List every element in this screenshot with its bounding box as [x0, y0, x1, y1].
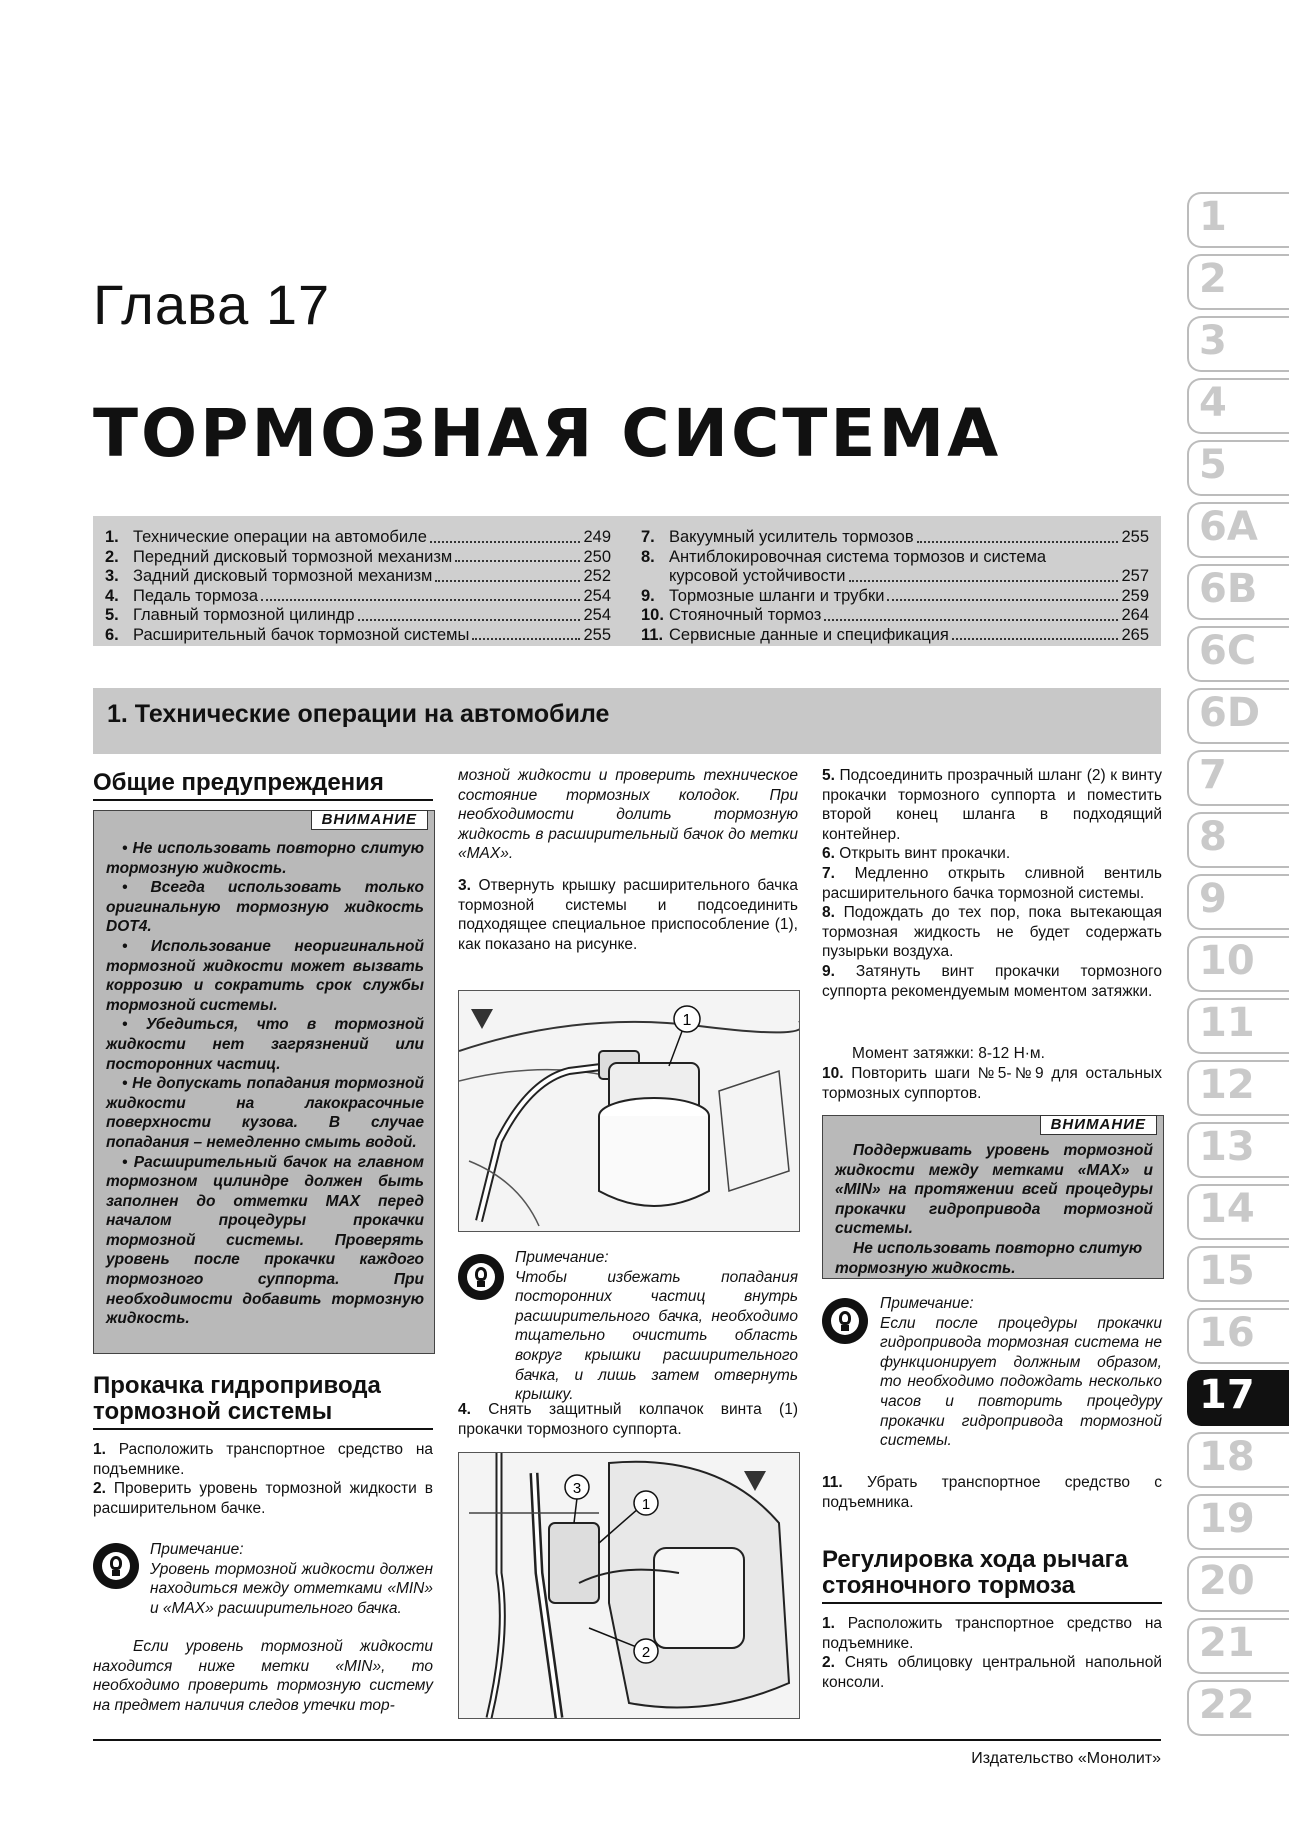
toc-entry-number: 7.	[641, 528, 655, 546]
toc-entry-number: 9.	[641, 586, 655, 605]
tab-label: 9	[1199, 876, 1227, 922]
tab-label: 7	[1199, 752, 1227, 798]
tab-label: 4	[1199, 380, 1227, 426]
step-number: 11.	[822, 1474, 843, 1491]
toc-entry-number: 4.	[105, 586, 119, 605]
toc-entry[interactable]	[105, 528, 611, 548]
step-text: Медленно открыть сливной вентиль расширительного бачка тормозной системы.	[822, 864, 1162, 902]
step-text: Снять защитный колпачок винта (1) прокачки тормозного суппорта.	[458, 1401, 798, 1438]
figure-callout-3: 3	[572, 1480, 582, 1497]
chapter-tab-6a[interactable]	[1187, 500, 1300, 556]
tab-label: 18	[1199, 1434, 1255, 1480]
toc-entry-title: Антиблокировочная система тормозов и система	[669, 547, 1047, 566]
toc-entry-page: 255	[1121, 528, 1149, 546]
toc-entry[interactable]	[105, 606, 611, 626]
toc-entry-number: 10.	[641, 606, 664, 624]
tab-label: 11	[1199, 1000, 1255, 1046]
chapter-tab-3[interactable]	[1187, 314, 1300, 370]
figure-callout-2: 2	[641, 1644, 651, 1661]
section-header	[93, 688, 1161, 754]
chapter-tab-6b[interactable]	[1187, 562, 1300, 618]
toc-entry[interactable]	[105, 587, 611, 607]
toc-leader	[261, 599, 580, 601]
column-3-steps	[822, 766, 1162, 1001]
torque-spec: Момент затяжки: 8-12 Н·м.	[852, 1045, 1045, 1062]
toc-entry-page: 249	[583, 528, 611, 546]
toc-entry[interactable]	[641, 606, 1149, 626]
note-text-continued: Если уровень тормозной жидкости находится ниже метки «MIN», то необходимо проверить тормозную систему на предмет наличия следов утечки тор-	[93, 1638, 433, 1714]
step-number: 7.	[822, 864, 835, 882]
step-text: Расположить транспортное средство на подъемнике.	[822, 1615, 1163, 1652]
toc-entry-number: 2.	[105, 547, 119, 566]
toc-entry-number: 8.	[641, 547, 655, 566]
reservoir-illustration	[459, 991, 799, 1231]
chapter-tab-21[interactable]	[1187, 1616, 1300, 1672]
step-number: 4.	[458, 1401, 471, 1418]
footer-divider	[93, 1739, 1161, 1741]
step-item	[93, 1479, 433, 1518]
chapter-tab-2[interactable]	[1187, 252, 1300, 308]
step-11	[822, 1473, 1162, 1512]
chapter-tab-11[interactable]	[1187, 996, 1300, 1052]
note-1	[150, 1540, 433, 1618]
toc-entry-number: 6.	[105, 625, 119, 644]
step-number: 2.	[93, 1480, 106, 1498]
step-item	[822, 766, 1162, 844]
toc-entry-title: Сервисные данные и спецификация	[669, 625, 949, 644]
toc-leader	[887, 599, 1118, 601]
toc-entry-page: 250	[583, 547, 611, 566]
toc-entry-title: Расширительный бачок тормозной системы	[133, 625, 470, 644]
chapter-tab-15[interactable]	[1187, 1244, 1300, 1300]
toc-entry-number: 3.	[105, 567, 119, 585]
step-number: 9.	[822, 962, 835, 980]
note-2	[515, 1248, 798, 1405]
toc-entry[interactable]	[105, 626, 611, 646]
chapter-tab-14[interactable]	[1187, 1182, 1300, 1238]
tab-label: 1	[1199, 194, 1227, 240]
tab-label: 10	[1199, 938, 1255, 984]
toc-entry-title: Передний дисковый тормозной механизм	[133, 547, 453, 566]
step-number: 6.	[822, 845, 835, 863]
chapter-label: Глава 17	[93, 273, 331, 336]
warning-item: • Расширительный бачок на главном тормозном цилиндре должен быть заполнен до отметки MAX перед началом процедуры прокачки тормозной системы. Проверять уровень после прокачки каждого тормозного суппорта. При необходимости добавить тормозную жидкость.	[106, 1153, 424, 1328]
toc-entry-title: курсовой устойчивости	[669, 567, 846, 585]
note-bulb-icon	[822, 1298, 868, 1344]
tab-label: 16	[1199, 1310, 1255, 1356]
tab-label: 22	[1199, 1682, 1255, 1728]
heading-bleeding: Прокачка гидропривода тормозной системы	[93, 1373, 433, 1430]
step-number: 3.	[458, 876, 471, 894]
step-text: Проверить уровень тормозной жидкости в расширительном бачке.	[93, 1480, 433, 1517]
warning-box-1	[93, 810, 435, 1354]
toc-entry-page: 257	[1121, 567, 1149, 585]
tab-label: 21	[1199, 1620, 1255, 1666]
toc-leader	[824, 619, 1118, 621]
step-item	[822, 1614, 1162, 1653]
chapter-tab-7[interactable]	[1187, 748, 1300, 804]
toc-leader	[430, 541, 581, 543]
tab-label: 14	[1199, 1186, 1255, 1232]
step-item	[822, 844, 1162, 864]
parking-brake-steps	[822, 1614, 1162, 1692]
parking-brake-section	[822, 1547, 1162, 1692]
toc-leader	[952, 638, 1119, 640]
note-title: Примечание:	[880, 1295, 974, 1312]
chapter-tab-19[interactable]	[1187, 1492, 1300, 1548]
warning-label: ВНИМАНИЕ	[311, 810, 428, 830]
toc-entry-page: 254	[583, 586, 611, 605]
step-number: 8.	[822, 904, 835, 922]
bleeding-steps	[93, 1440, 433, 1518]
warning-list	[106, 839, 424, 1329]
tab-label: 17	[1199, 1372, 1255, 1418]
tab-label: 15	[1199, 1248, 1255, 1294]
toc-leader	[435, 580, 580, 582]
toc-leader	[358, 619, 581, 621]
tab-label: 6C	[1199, 628, 1257, 674]
column-2	[458, 766, 798, 954]
step-item	[822, 1653, 1162, 1692]
tab-label: 8	[1199, 814, 1227, 860]
toc-entry-title: Педаль тормоза	[133, 586, 259, 605]
toc-entry-number: 1.	[105, 528, 119, 546]
tab-label: 13	[1199, 1124, 1255, 1170]
step-10	[822, 1064, 1162, 1103]
warning-item: • Убедиться, что в тормозной жидкости нет загрязнений или посторонних частиц.	[106, 1016, 424, 1073]
toc-entry[interactable]	[641, 548, 1149, 568]
step-text: Отвернуть крышку расширительного бачка тормозной системы и подсоединить подходящее специальное приспособление (1), как показано на рисунке.	[458, 876, 798, 953]
toc-left-column	[105, 528, 611, 645]
tab-label: 6B	[1199, 566, 1258, 612]
tab-label: 19	[1199, 1496, 1255, 1542]
warning-text: Не использовать повторно слитую тормозную жидкость.	[835, 1239, 1143, 1277]
step-number: 5.	[822, 767, 835, 784]
toc-entry-title: Задний дисковый тормозной механизм	[133, 567, 433, 585]
toc-entry-title: Технические операции на автомобиле	[133, 528, 427, 546]
column-1	[93, 770, 433, 801]
chapter-tab-9[interactable]	[1187, 872, 1300, 928]
tab-label: 20	[1199, 1558, 1255, 1604]
table-of-contents	[93, 516, 1161, 646]
chapter-tab-6c[interactable]	[1187, 624, 1300, 680]
toc-entry-number: 11.	[641, 625, 664, 644]
toc-entry-title: Главный тормозной цилиндр	[133, 606, 355, 624]
note-text: Если после процедуры прокачки гидропривода тормозная система не функционирует должным образом, то необходимо подождать несколько часов и повторить процедуру прокачки гидропривода тормозной системы.	[880, 1314, 1162, 1450]
note-bulb-icon	[93, 1543, 139, 1589]
step-text: Убрать транспортное средство с подъемника.	[822, 1474, 1162, 1511]
toc-entry-page: 254	[583, 606, 611, 624]
toc-entry-number: 5.	[105, 606, 119, 624]
toc-leader	[917, 541, 1119, 543]
chapter-tab-6d[interactable]	[1187, 686, 1300, 742]
chapter-tab-10[interactable]	[1187, 934, 1300, 990]
column-2-intro: мозной жидкости и проверить техническое состояние тормозных колодок. При необходимости долить тормозную жидкость в расширительный бачок до метки «MAX».	[458, 767, 798, 863]
step-text: Расположить транспортное средство на подъемнике.	[93, 1441, 434, 1478]
step-4	[458, 1400, 798, 1439]
warning-box-2	[822, 1115, 1164, 1279]
chapter-tab-18[interactable]	[1187, 1430, 1300, 1486]
step-text: Подождать до тех пор, пока вытекающая тормозная жидкость не будет содержать пузырьки воздуха.	[822, 904, 1162, 961]
note-text: Чтобы избежать попадания посторонних частиц внутрь расширительного бачка, необходимо тщательно очистить область вокруг крышки расширительного бачка, и лишь затем отвернуть крышку.	[515, 1268, 798, 1404]
chapter-tab-5[interactable]	[1187, 438, 1300, 494]
step-number: 2.	[822, 1654, 835, 1672]
caliper-illustration	[459, 1453, 799, 1718]
figure-callout-1: 1	[641, 1496, 651, 1513]
step-text: Снять облицовку центральной напольной консоли.	[822, 1654, 1162, 1691]
toc-leader	[455, 560, 580, 562]
warning-item: • Использование неоригинальной тормозной жидкости может вызвать коррозию и сократить срок службы тормозной системы.	[106, 937, 424, 1014]
step-3	[458, 876, 798, 954]
warning-item: • Не использовать повторно слитую тормозную жидкость.	[106, 840, 424, 877]
figure-callout-1: 1	[682, 1012, 692, 1029]
toc-entry[interactable]	[105, 567, 611, 587]
note-title: Примечание:	[515, 1249, 609, 1266]
toc-entry[interactable]	[641, 567, 1149, 587]
toc-entry-title: Стояночный тормоз	[669, 606, 822, 624]
publisher: Издательство «Монолит»	[971, 1750, 1161, 1767]
tab-label: 3	[1199, 318, 1227, 364]
chapter-title: ТОРМОЗНАЯ СИСТЕМА	[93, 395, 1002, 472]
chapter-tab-13[interactable]	[1187, 1120, 1300, 1176]
chapter-tab-1[interactable]	[1187, 190, 1300, 246]
chapter-tab-20[interactable]	[1187, 1554, 1300, 1610]
step-number: 1.	[93, 1441, 106, 1458]
step-item	[822, 962, 1162, 1001]
step-text: Повторить шаги №5-№9 для остальных тормозных суппортов.	[822, 1065, 1162, 1102]
bleeding-section	[93, 1373, 433, 1518]
toc-right-column	[641, 528, 1149, 645]
step-text: Подсоединить прозрачный шланг (2) к винту прокачки тормозного суппорта и поместить второй конец шланга в подходящий контейнер.	[822, 767, 1162, 843]
step-number: 1.	[822, 1615, 835, 1632]
toc-entry-title: Тормозные шланги и трубки	[669, 586, 885, 605]
chapter-tab-16[interactable]	[1187, 1306, 1300, 1362]
chapter-tab-22[interactable]	[1187, 1678, 1300, 1734]
tab-label: 6A	[1199, 504, 1258, 550]
toc-entry[interactable]	[105, 548, 611, 568]
step-text: Открыть винт прокачки.	[839, 845, 1011, 863]
warning-label: ВНИМАНИЕ	[1040, 1115, 1157, 1135]
section-title: 1. Технические операции на автомобиле	[107, 700, 610, 728]
step-text: Затянуть винт прокачки тормозного суппорта рекомендуемым моментом затяжки.	[822, 962, 1162, 1000]
chapter-tab-8[interactable]	[1187, 810, 1300, 866]
step-number: 10.	[822, 1065, 844, 1082]
toc-leader	[849, 580, 1119, 582]
warning-text: Поддерживать уровень тормозной жидкости между метками «MAX» и «MIN» на протяжении всей процедуры прокачки гидропривода тормозной системы.	[835, 1142, 1153, 1238]
toc-entry-page: 264	[1121, 606, 1149, 624]
toc-entry-title: Вакуумный усилитель тормозов	[669, 528, 914, 546]
warning-item: • Не допускать попадания тормозной жидкости на лакокрасочные поверхности кузова. В случае попадания – немедленно смыть водой.	[106, 1075, 424, 1151]
note-text: Уровень тормозной жидкости должен находиться между отметками «MIN» и «MAX» расширительного бачка.	[150, 1560, 433, 1617]
chapter-tab-12[interactable]	[1187, 1058, 1300, 1114]
figure-caliper	[458, 1452, 800, 1719]
note-bulb-icon	[458, 1254, 504, 1300]
toc-entry[interactable]	[641, 587, 1149, 607]
tab-label: 2	[1199, 256, 1227, 302]
toc-entry-page: 255	[583, 625, 611, 644]
heading-parking-brake: Регулировка хода рычага стояночного тормоза	[822, 1547, 1162, 1604]
toc-entry[interactable]	[641, 528, 1149, 548]
warning-item: • Всегда использовать только оригинальную тормозную жидкость DOT4.	[106, 879, 424, 936]
toc-entry-page: 265	[1121, 625, 1149, 644]
note-title: Примечание:	[150, 1541, 244, 1558]
tab-label: 5	[1199, 442, 1227, 488]
note-1-continued	[93, 1637, 433, 1715]
toc-leader	[472, 638, 580, 640]
heading-general-warnings: Общие предупреждения	[93, 770, 433, 801]
chapter-tab-4[interactable]	[1187, 376, 1300, 432]
toc-entry-page: 259	[1121, 586, 1149, 605]
figure-reservoir	[458, 990, 800, 1232]
step-item	[93, 1440, 433, 1479]
chapter-tab-17[interactable]	[1187, 1368, 1300, 1424]
toc-entry[interactable]	[641, 626, 1149, 646]
toc-entry-page: 252	[583, 567, 611, 585]
step-item	[822, 864, 1162, 903]
tab-label: 12	[1199, 1062, 1255, 1108]
tab-label: 6D	[1199, 690, 1261, 736]
note-3	[880, 1294, 1162, 1451]
warning-content	[835, 1141, 1153, 1278]
step-item	[822, 903, 1162, 962]
